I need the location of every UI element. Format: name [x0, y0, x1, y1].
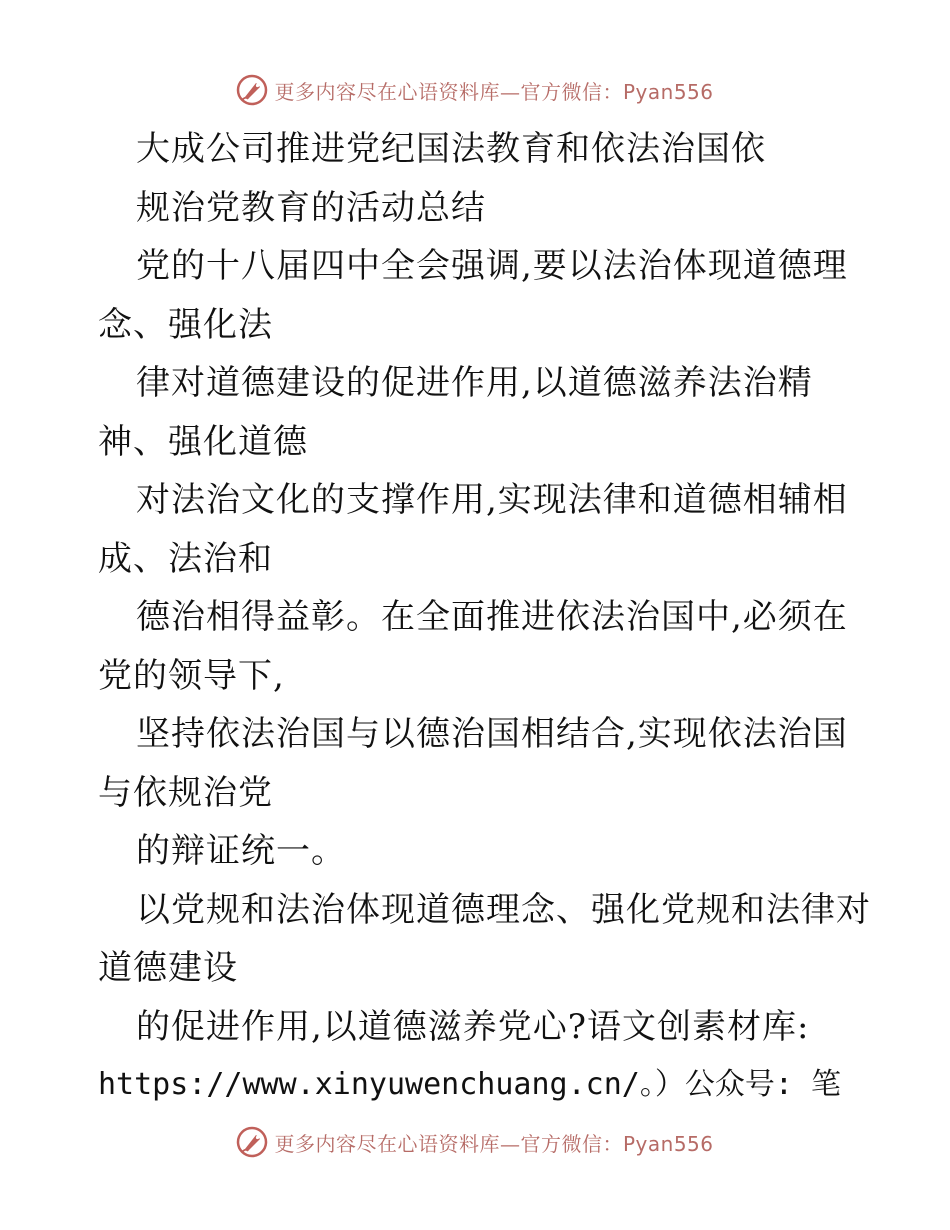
footer-watermark-banner — [0, 1122, 950, 1162]
paragraph-line: 党的领导下, — [98, 655, 285, 696]
paragraph-line: 成、法治和 — [98, 538, 273, 579]
document-body — [98, 120, 878, 1115]
paragraph-line: 对法治文化的支撑作用,实现法律和道德相辅相 — [136, 480, 848, 520]
paragraph-line-url: https://www.xinyuwenchuang.cn/。）公众号: 笔 — [98, 1067, 841, 1102]
paragraph-line: 律对道德建设的促进作用,以道德滋养法治精 — [136, 363, 813, 403]
paragraph-line: 以党规和法治体现道德理念、强化党规和法律对 — [136, 889, 871, 930]
paragraph-line: 德治相得益彰。在全面推进依法治国中,必须在 — [136, 597, 848, 637]
paragraph-line: 党的十八届四中全会强调,要以法治体现道德理 — [136, 246, 848, 286]
header-watermark-text: 更多内容尽在心语资料库—官方微信：Pyan556 — [274, 79, 714, 104]
paragraph-line: 神、强化道德 — [98, 421, 308, 462]
paragraph-line: 念、强化法 — [98, 304, 273, 345]
footer-watermark-text: 更多内容尽在心语资料库—官方微信：Pyan556 — [274, 1131, 714, 1156]
paragraph-line: 道德建设 — [98, 948, 238, 988]
pen-nib-logo-icon — [236, 74, 268, 106]
paragraph-line: 的促进作用,以道德滋养党心?语文创素材库: — [136, 1006, 810, 1047]
pen-nib-logo-icon — [236, 1126, 268, 1158]
header-watermark-banner — [0, 70, 950, 110]
paragraph-line: 与依规治党 — [98, 772, 273, 813]
paragraph-line: 的辩证统一。 — [136, 831, 346, 871]
doc-title-line-1: 大成公司推进党纪国法教育和依法治国依 — [136, 129, 766, 169]
doc-title-line-2: 规治党教育的活动总结 — [136, 187, 486, 228]
paragraph-line: 坚持依法治国与以德治国相结合,实现依法治国 — [136, 714, 848, 754]
